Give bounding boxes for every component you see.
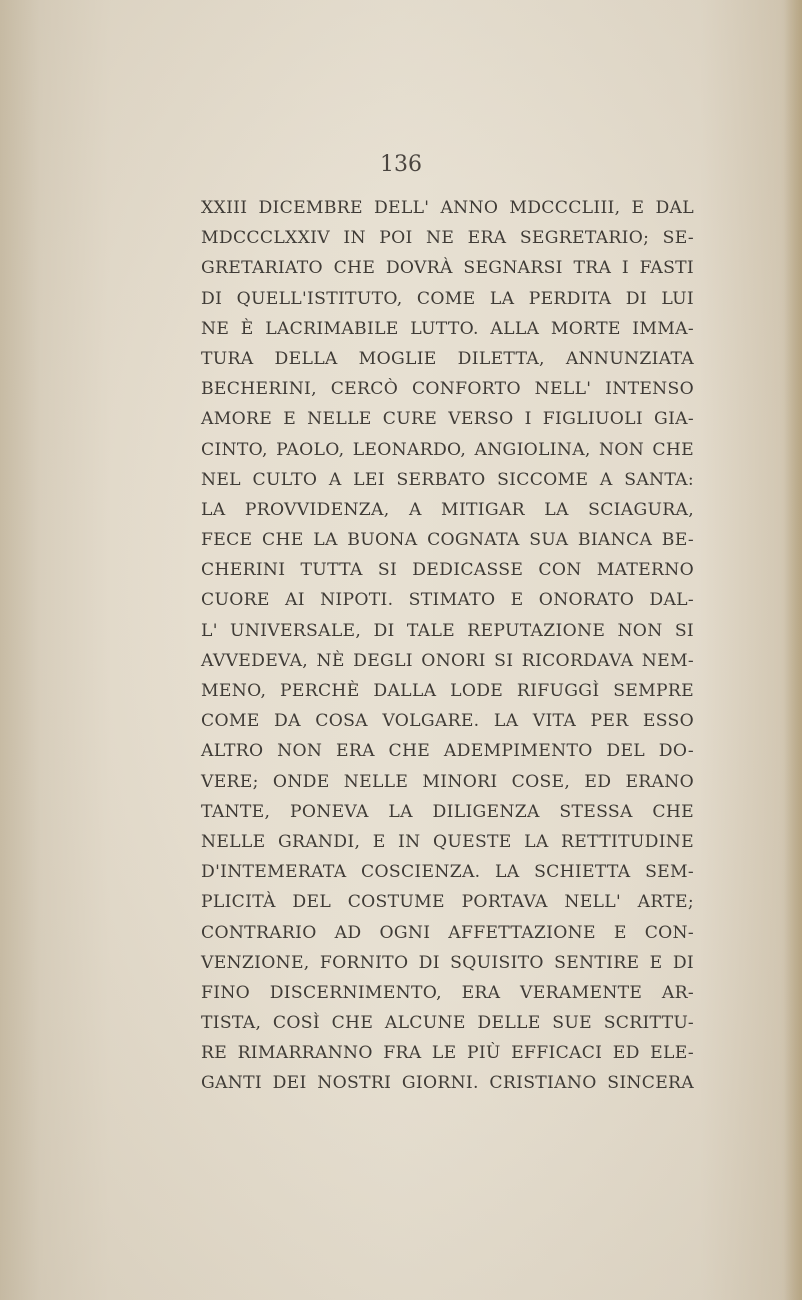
text-line: LA PROVVIDENZA, A MITIGAR LA SCIAGURA, <box>201 499 694 520</box>
text-line: XXIII DICEMBRE DELL' ANNO MDCCCLIII, E DAL <box>201 198 694 218</box>
text-line: COME DA COSA VOLGARE. LA VITA PER ESSO <box>201 711 694 732</box>
text-line: TISTA, COSÌ CHE ALCUNE DELLE SUE SCRITTU- <box>201 1013 694 1034</box>
text-line: NEL CULTO A LEI SERBATO SICCOME A SANTA: <box>201 469 694 490</box>
page-number: 136 <box>380 152 422 177</box>
text-line: TURA DELLA MOGLIE DILETTA, ANNUNZIATA <box>201 348 694 369</box>
text-line: RE RIMARRANNO FRA LE PIÙ EFFICACI ED ELE- <box>201 1043 694 1064</box>
text-line: NELLE GRANDI, E IN QUESTE LA RETTITUDINE <box>201 831 694 852</box>
text-line: AVVEDEVA, NÈ DEGLI ONORI SI RICORDAVA NEM- <box>201 650 694 671</box>
body-text <box>201 193 694 1099</box>
text-line: CHERINI TUTTA SI DEDICASSE CON MATERNO <box>201 560 694 581</box>
text-line: DI QUELL'ISTITUTO, COME LA PERDITA DI LUI <box>201 288 694 309</box>
text-line: NE È LACRIMABILE LUTTO. ALLA MORTE IMMA- <box>201 318 694 339</box>
text-line: L' UNIVERSALE, DI TALE REPUTAZIONE NON SI <box>201 620 694 641</box>
text-line: TANTE, PONEVA LA DILIGENZA STESSA CHE <box>201 801 694 822</box>
text-line: VERE; ONDE NELLE MINORI COSE, ED ERANO <box>201 771 694 792</box>
page-edge-shadow <box>784 0 802 1300</box>
text-line: FINO DISCERNIMENTO, ERA VERAMENTE AR- <box>201 982 694 1003</box>
text-line: MENO, PERCHÈ DALLA LODE RIFUGGÌ SEMPRE <box>201 681 694 701</box>
text-line: ALTRO NON ERA CHE ADEMPIMENTO DEL DO- <box>201 741 694 762</box>
text-line: CUORE AI NIPOTI. STIMATO E ONORATO DAL- <box>201 590 694 611</box>
text-line: FECE CHE LA BUONA COGNATA SUA BIANCA BE- <box>201 530 694 551</box>
text-line: BECHERINI, CERCÒ CONFORTO NELL' INTENSO <box>201 379 694 400</box>
text-line: CINTO, PAOLO, LEONARDO, ANGIOLINA, NON CHE <box>201 439 694 460</box>
text-line: MDCCCLXXIV IN POI NE ERA SEGRETARIO; SE- <box>201 228 694 249</box>
text-line: PLICITÀ DEL COSTUME PORTAVA NELL' ARTE; <box>201 892 694 913</box>
text-line: CONTRARIO AD OGNI AFFETTAZIONE E CON- <box>201 922 694 943</box>
text-line: GANTI DEI NOSTRI GIORNI. CRISTIANO SINCERA <box>201 1073 694 1094</box>
text-line: D'INTEMERATA COSCIENZA. LA SCHIETTA SEM- <box>201 862 694 883</box>
text-line: VENZIONE, FORNITO DI SQUISITO SENTIRE E DI <box>201 952 694 973</box>
text-line: GRETARIATO CHE DOVRÀ SEGNARSI TRA I FASTI <box>201 258 694 279</box>
text-line: AMORE E NELLE CURE VERSO I FIGLIUOLI GIA- <box>201 409 694 430</box>
